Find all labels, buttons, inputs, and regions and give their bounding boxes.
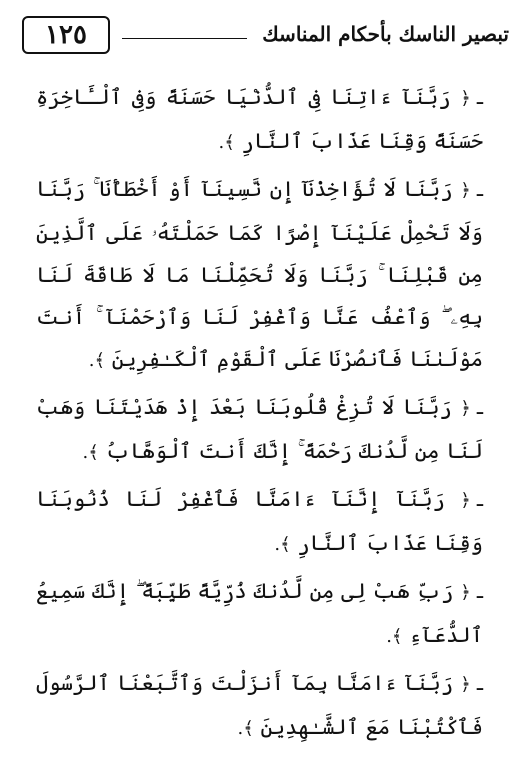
dua-text: رَبِّ هَبْ لِى مِن لَّدُنكَ ذُرِّيَّةً طَيِّبَةً ۖ إِنَّكَ سَمِيعُ ٱلدُّعَآءِ: [36, 579, 483, 647]
open-bracket: ﴿: [460, 490, 471, 511]
page-number: ١٢٥: [22, 16, 110, 54]
dash: ـ: [476, 85, 483, 109]
header-rule: [122, 38, 247, 39]
open-bracket: ﴿: [460, 582, 471, 603]
close-bracket: ﴾.: [218, 132, 235, 153]
dua-3: [36, 386, 483, 474]
open-bracket: ﴿: [460, 88, 471, 109]
open-bracket: ﴿: [460, 180, 471, 201]
page-header: [22, 16, 509, 60]
dash: ـ: [476, 671, 483, 695]
close-bracket: ﴾.: [274, 534, 291, 555]
dua-list: [36, 76, 483, 754]
open-bracket: ﴿: [460, 398, 471, 419]
close-bracket: ﴾.: [82, 442, 99, 463]
running-title: تبصير الناسك بأحكام المناسك: [262, 22, 509, 46]
dash: ـ: [476, 395, 483, 419]
dua-text: رَبَّنَآ ءَامَنَّا بِمَآ أَنزَلْتَ وَٱتَّبَعْنَا ٱلرَّسُولَ فَٱكْتُبْنَا مَعَ ٱلشَّـٰهِدِينَ: [36, 671, 483, 739]
dua-text: رَبَّنَا لَا تُزِغْ قُلُوبَنَا بَعْدَ إِذْ هَدَيْتَنَا وَهَبْ لَنَا مِن لَّدُنكَ رَحْمَةً ۚ إِنَّكَ أَنتَ ٱلْوَهَّابُ: [36, 395, 483, 463]
dua-6: [36, 662, 483, 750]
dua-text: رَبَّنَآ ءَاتِنَا فِى ٱلدُّنْيَا حَسَنَةً وَفِى ٱلْـَٔاخِرَةِ حَسَنَةً وَقِنَا عَذَابَ ٱلنَّارِ: [36, 85, 483, 153]
dash: ـ: [476, 177, 483, 201]
dua-1: [36, 76, 483, 164]
dua-5: [36, 570, 483, 658]
open-bracket: ﴿: [460, 674, 471, 695]
dash: ـ: [476, 487, 483, 511]
dua-2: [36, 168, 483, 382]
dua-text: رَبَّنَآ إِنَّنَآ ءَامَنَّا فَٱغْفِرْ لَنَا ذُنُوبَنَا وَقِنَا عَذَابَ ٱلنَّارِ: [36, 487, 483, 555]
close-bracket: ﴾.: [237, 718, 254, 739]
dua-text: رَبَّنَا لَا تُؤَاخِذْنَآ إِن نَّسِينَآ أَوْ أَخْطَأْنَا ۚ رَبَّنَا وَلَا تَحْمِلْ عَلَيْنَآ إِصْرًا كَمَا حَمَلْتَهُۥ عَلَى ٱلَّذِينَ مِن قَبْلِنَا ۚ رَبَّنَا وَلَا تُحَمِّلْنَا مَا لَا طَاقَةَ لَنَا بِهِۦ ۖ وَٱعْفُ عَنَّا وَٱغْفِرْ لَنَا وَٱرْحَمْنَآ ۚ أَنتَ مَوْلَىٰنَا فَٱنصُرْنَا عَلَى ٱلْقَوْمِ ٱلْكَـٰفِرِينَ: [36, 177, 483, 371]
close-bracket: ﴾.: [386, 626, 403, 647]
close-bracket: ﴾.: [88, 350, 106, 371]
dash: ـ: [476, 579, 483, 603]
dua-4: [36, 478, 483, 566]
